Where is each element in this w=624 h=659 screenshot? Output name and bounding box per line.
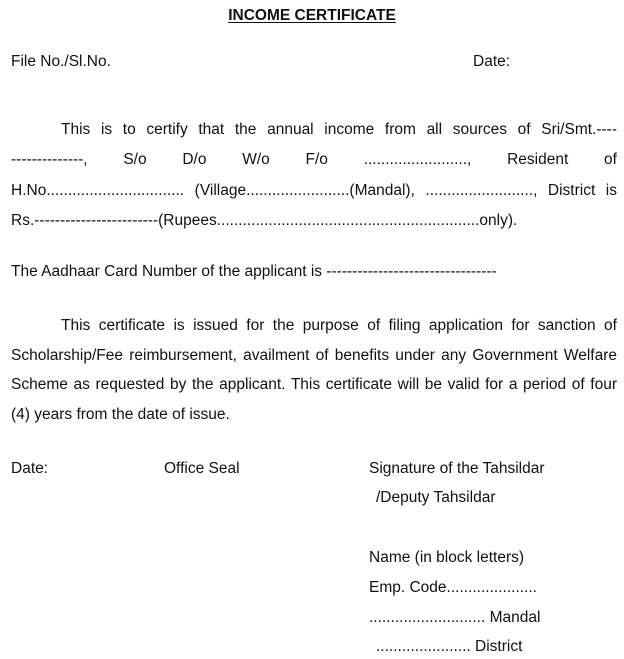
resident-label: Resident bbox=[507, 151, 569, 168]
certify-line-1: This is to certify that the annual income from all sources of Sri/Smt.---- bbox=[61, 121, 617, 138]
document-title: INCOME CERTIFICATE bbox=[228, 7, 396, 24]
certify-line-3: H.No................................ (Village........................(Mandal), ........................., District is bbox=[11, 182, 617, 199]
file-number-label: File No./Sl.No. bbox=[11, 53, 111, 70]
district-label: ...................... District bbox=[376, 638, 523, 655]
header-date-label: Date: bbox=[473, 53, 511, 70]
of-label: of bbox=[604, 151, 617, 168]
certify-blank: --------------, bbox=[11, 151, 88, 168]
office-seal-label: Office Seal bbox=[164, 460, 240, 477]
certify-line-4: Rs.------------------------(Rupees.............................................................only). bbox=[11, 212, 518, 229]
employee-code-label: Emp. Code..................... bbox=[369, 579, 537, 596]
block-letters-name-label: Name (in block letters) bbox=[369, 549, 525, 566]
footer-date-label: Date: bbox=[11, 460, 49, 477]
certify-line-2 bbox=[11, 150, 617, 170]
signature-label: Signature of the Tahsildar bbox=[369, 460, 545, 477]
relation-son-of: S/o bbox=[123, 151, 147, 168]
mandal-label: ........................... Mandal bbox=[369, 609, 541, 626]
relation-wife-of: W/o bbox=[242, 151, 270, 168]
aadhaar-line: The Aadhaar Card Number of the applicant is --------------------------------- bbox=[11, 263, 497, 280]
relation-daughter-of: D/o bbox=[182, 151, 207, 168]
deputy-tahsildar-label: /Deputy Tahsildar bbox=[376, 489, 496, 506]
relation-name-blank: ........................, bbox=[363, 151, 472, 168]
purpose-paragraph: This certificate is issued for the purpose of filing application for sanction of Scholarship/Fee reimbursement, availment of benefits under any Government Welfare Scheme as requested by the applicant. This certificate will be valid for a period of four (4) years from the date of issue. bbox=[11, 317, 617, 423]
relation-father-of: F/o bbox=[305, 151, 328, 168]
